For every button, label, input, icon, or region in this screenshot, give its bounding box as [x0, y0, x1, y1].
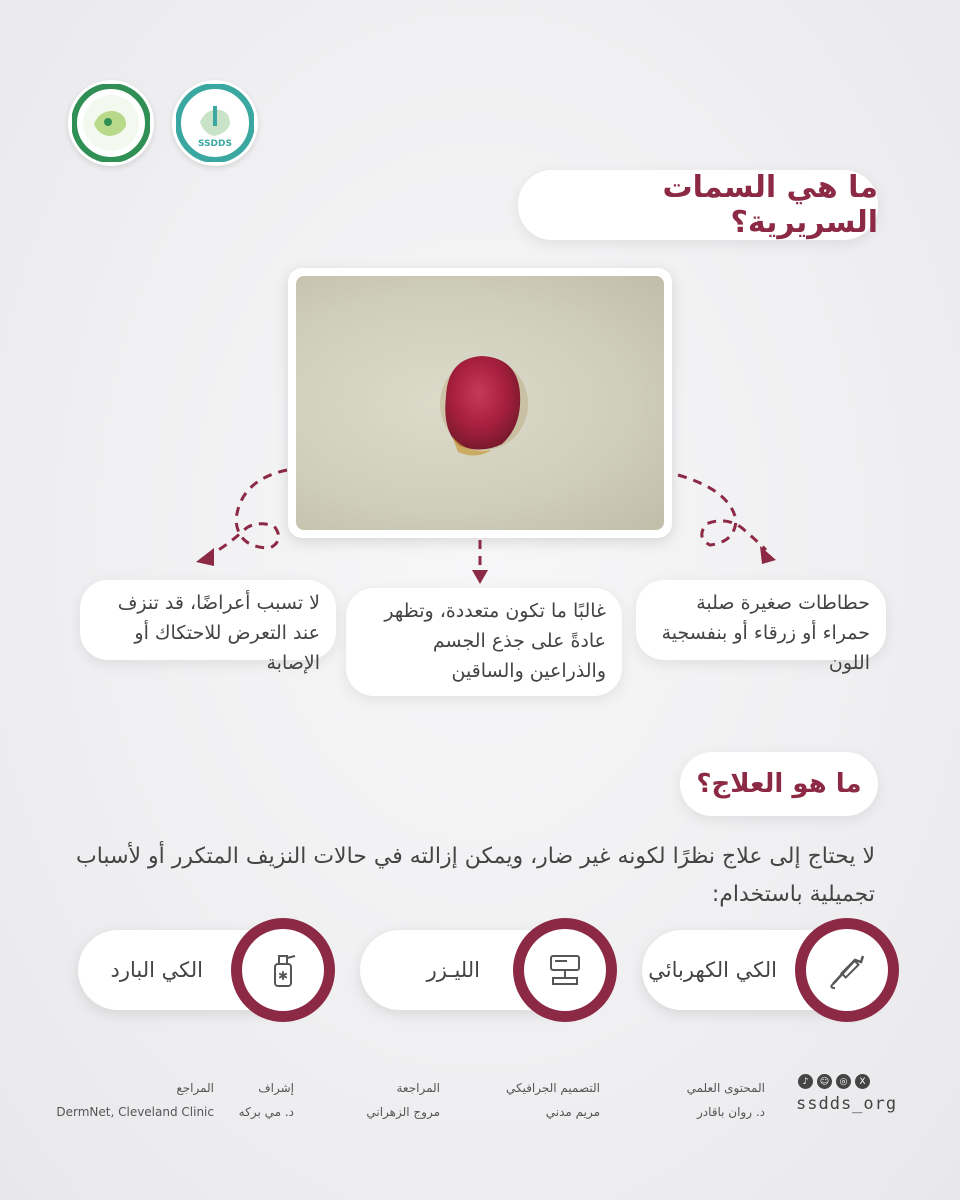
credit-name: د. مي بركه [238, 1105, 294, 1119]
credit-references [56, 1076, 214, 1124]
feature-symptoms-text: لا تسبب أعراضًا، قد تنزف عند التعرض للاحتكاك أو الإصابة [117, 592, 320, 674]
method-laser-ring [513, 918, 617, 1022]
credit-role: التصميم الجرافيكي [505, 1081, 600, 1095]
credit-role: المحتوى العلمي [686, 1081, 765, 1095]
method-laser-label: الليـزر [426, 958, 480, 982]
instagram-icon[interactable]: ◎ [836, 1074, 851, 1089]
method-cryotherapy [78, 930, 323, 1010]
method-cryotherapy-label: الكي البارد [110, 958, 203, 982]
credit-role: المراجعة [396, 1081, 440, 1095]
svg-text:SSDDS: SSDDS [198, 139, 232, 149]
tiktok-icon[interactable]: ♪ [798, 1074, 813, 1089]
credit-role: المراجع [176, 1081, 214, 1095]
feature-card-distribution [346, 588, 622, 696]
left-arrow-path [210, 470, 287, 555]
method-electrocautery-label: الكي الكهربائي [648, 958, 777, 982]
feature-card-appearance [636, 580, 886, 674]
method-laser [360, 930, 605, 1010]
credit-scientific-content [687, 1076, 765, 1124]
center-arrow-head-icon [472, 570, 488, 584]
credit-graphic-design [506, 1076, 600, 1124]
method-electrocautery-ring [795, 918, 899, 1022]
snapchat-icon[interactable]: ☺ [817, 1074, 832, 1089]
credit-supervision [239, 1076, 294, 1124]
social-icons [798, 1074, 870, 1089]
left-arrow-head-icon [196, 548, 214, 566]
laser-machine-icon [543, 948, 587, 992]
feature-appearance-text: حطاطات صغيرة صلبة حمراء أو زرقاء أو بنفسجية اللون [661, 592, 870, 674]
credit-name: DermNet, Cleveland Clinic [56, 1105, 214, 1119]
feature-card-symptoms [80, 580, 336, 674]
credit-name: د. روان باقادر [696, 1105, 765, 1119]
clinical-features-title-text: ما هي السمات السريرية؟ [662, 170, 878, 240]
method-cryotherapy-ring [231, 918, 335, 1022]
social-handle[interactable]: ssdds_org [796, 1094, 898, 1114]
credit-role: إشراف [258, 1081, 294, 1095]
feature-distribution-text: غالبًا ما تكون متعددة، وتظهر عادةً على جذع الجسم والذراعين والساقين [384, 600, 606, 682]
right-arrow-path [678, 475, 766, 550]
x-icon[interactable]: X [855, 1074, 870, 1089]
treatment-title [680, 752, 878, 816]
cryo-spray-icon [261, 948, 305, 992]
cautery-pen-icon [825, 948, 869, 992]
treatment-description: لا يحتاج إلى علاج نظرًا لكونه غير ضار، ويمكن إزالته في حالات النزيف المتكرر أو لأسباب تجميلية باستخدام: [76, 844, 875, 907]
svg-text:✱: ✱ [277, 969, 289, 983]
method-electrocautery [642, 930, 887, 1010]
credit-name: مروج الزهراني [366, 1105, 440, 1119]
credit-review [366, 1076, 440, 1124]
treatment-title-text: ما هو العلاج؟ [696, 769, 862, 799]
right-arrow-head-icon [760, 546, 776, 564]
credit-name: مريم مدني [545, 1105, 600, 1119]
